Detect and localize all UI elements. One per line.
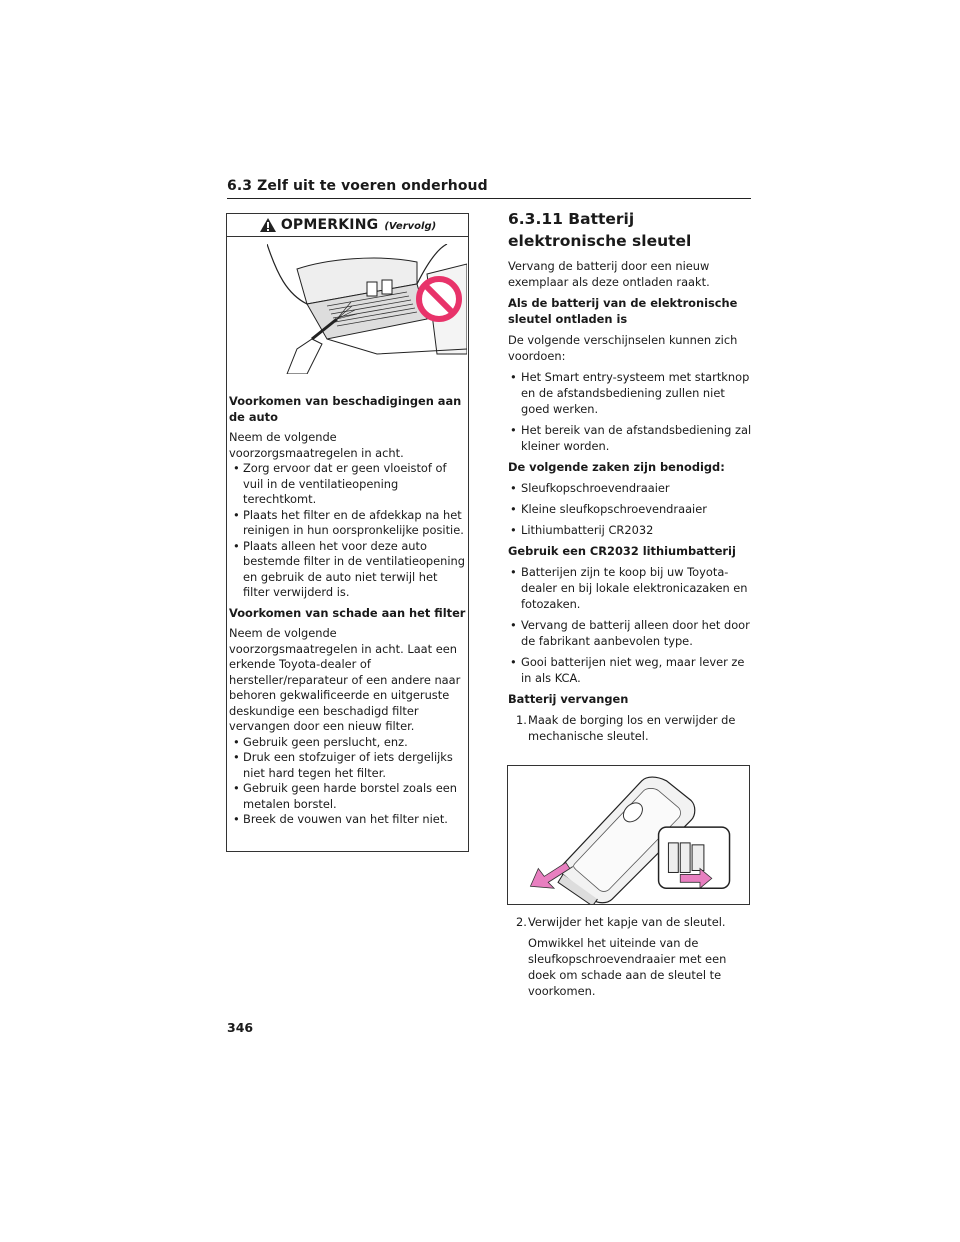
header-rule — [227, 198, 751, 199]
list-item: • Plaats het filter en de afdekkap na het reinigen in hun oorspronkelijke positie. — [233, 507, 464, 537]
subheading-battery-type: Gebruik een CR2032 lithiumbatterij — [508, 544, 736, 558]
list-item: • Sleufkopschroevendraaier — [510, 481, 670, 495]
list-item: • Lithiumbatterij CR2032 — [510, 523, 654, 537]
list-item: • Gebruik geen perslucht, enz. — [233, 734, 408, 749]
symptoms-text: De volgende verschijnselen kunnen zich voordoen: — [508, 333, 738, 363]
notice-box — [226, 213, 469, 852]
notice-intro-1: Neem de volgende voorzorgsmaatregelen in acht. — [229, 430, 404, 460]
main-column — [508, 208, 753, 749]
list-item: • Batterijen zijn te koop bij uw Toyota-dealer en bij lokale elektronicazaken en fotozaken. — [510, 565, 748, 611]
list-item: • Druk een stofzuiger of iets dergelijks niet hard tegen het filter. — [233, 750, 453, 780]
list-item: • Het bereik van de afstandsbediening zal kleiner worden. — [510, 423, 752, 453]
notice-header — [227, 214, 468, 237]
step-item: 2.Verwijder het kapje van de sleutel. — [516, 915, 726, 929]
intro-text: Vervang de batterij door een nieuw exemplaar als deze ontladen raakt. — [508, 259, 710, 289]
list-item: • Kleine sleufkopschroevendraaier — [510, 502, 707, 516]
subheading-battery-empty: Als de batterij van de elektronische sleutel ontladen is — [508, 296, 738, 326]
list-item: • Plaats alleen het voor deze auto bestemde filter in de ventilatieopening en gebruik de auto niet terwijl het filter verwijderd is. — [233, 538, 466, 599]
subheading-required-items: De volgende zaken zijn benodigd: — [508, 460, 725, 474]
subheading-replace-battery: Batterij vervangen — [508, 692, 629, 706]
step-item: 1.Maak de borging los en verwijder de mechanische sleutel. — [516, 713, 736, 743]
page-number: 346 — [227, 1020, 254, 1035]
notice-continued: (Vervolg) — [384, 221, 437, 232]
warning-icon — [259, 217, 277, 233]
list-item: • Gebruik geen harde borstel zoals een metalen borstel. — [233, 781, 457, 811]
list-item: • Zorg ervoor dat er geen vloeistof of vuil in de ventilatieopening terechtkomt. — [233, 461, 447, 506]
section-header: 6.3 Zelf uit te voeren onderhoud — [227, 178, 488, 194]
vent-cleaning-illustration — [267, 244, 467, 374]
notice-title: OPMERKING — [280, 217, 379, 233]
main-column-continued — [508, 914, 753, 1004]
list-item: • Het Smart entry-systeem met startknop en de afstandsbediening zullen niet goed werken. — [510, 370, 750, 416]
notice-heading-damage-car: Voorkomen van beschadigingen aan de auto — [229, 394, 462, 424]
notice-heading-filter-damage: Voorkomen van schade aan het filter — [229, 605, 466, 620]
list-item: • Vervang de batterij alleen door het door de fabrikant aanbevolen type. — [510, 618, 750, 648]
section-title: 6.3.11 Batterij elektronische sleutel — [508, 210, 692, 250]
list-item: • Gooi batterijen niet weg, maar lever ze in als KCA. — [510, 655, 745, 685]
notice-body — [229, 394, 467, 828]
list-item: • Breek de vouwen van het filter niet. — [233, 812, 448, 826]
key-fob-illustration — [507, 765, 750, 905]
step-note: Omwikkel het uiteinde van de sleufkopschroevendraaier met een doek om schade aan de sleutel te voorkomen. — [528, 936, 727, 998]
notice-intro-2: Neem de volgende voorzorgsmaatregelen in acht. Laat een erkende Toyota-dealer of hersteller/reparateur of een andere naar behoren gekwalificeerde en uitgeruste deskundige een beschadigd filter vervangen door een nieuw filter. — [229, 626, 461, 733]
